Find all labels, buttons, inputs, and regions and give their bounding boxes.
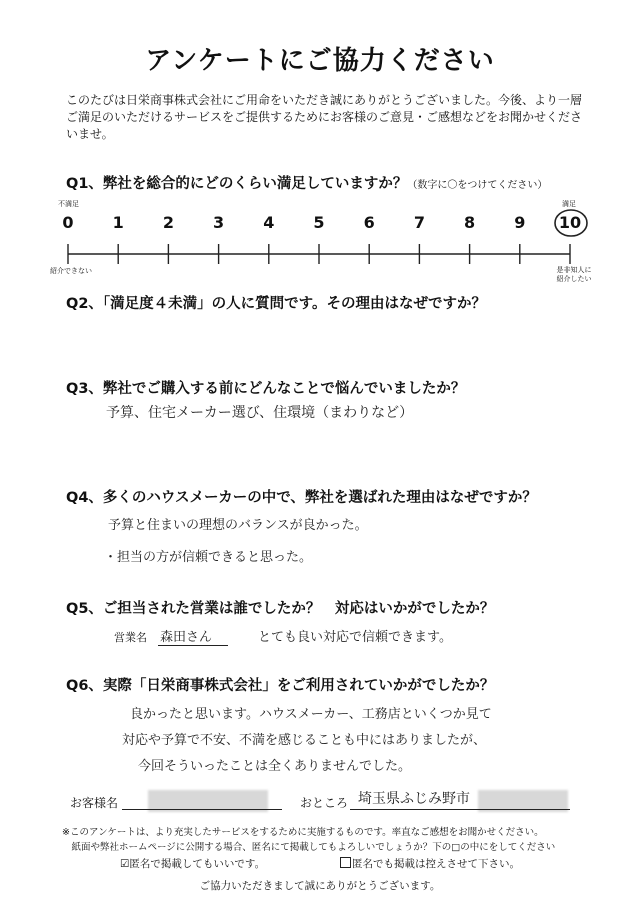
q6-question: Q6、実際「日栄商事株式会社」をご利用されていかがでしたか？ [66,678,495,694]
customer-address-handwritten: 埼玉県ふじみ野市 [358,791,470,807]
q1-label: Q1、弊社を総合的にどのくらい満足していますか？ [66,176,408,192]
q5-answer: とても良い対応で信頼できます。 [258,630,452,645]
survey-title: アンケートにご協力ください [145,46,495,76]
q6-answer-line-1: 良かったと思います。ハウスメーカー、工務店といくつか見て [130,707,492,722]
option-no-publish-checkbox[interactable] [340,857,351,868]
q2-question: Q2、「満足度４未満」の人に質問です。その理由はなぜですか？ [66,296,487,312]
q3-answer: 予算、住宅メーカー選び、住環境（まわりなど） [106,405,414,421]
q6-answer-line-2: 対応や予算で不安、不満を感じることも中にはありましたが、 [122,733,487,748]
option-anonymous-checkbox[interactable]: ☑ [120,858,130,870]
footer-note-1: ※このアンケートは、より充実したサービスをするために実施するものです。率直なご感想をお聞かせください。 [62,827,544,838]
scale-number-2[interactable]: 2 [162,213,174,232]
scale-selection-circle [555,210,587,236]
thanks-text: ご協力いただきまして誠にありがとうございます。 [199,880,441,892]
scale-number-8[interactable]: 8 [464,213,476,232]
sales-rep-underline [158,645,228,646]
satisfaction-scale [40,206,600,276]
scale-left-top-label: 不満足 [58,200,79,208]
scale-number-6[interactable]: 6 [363,213,375,232]
customer-name-underline [122,809,282,810]
customer-address-label: おところ [300,796,349,810]
scale-left-bottom-label: 紹介できない [50,267,92,275]
scale-number-0[interactable]: 0 [62,213,74,232]
q4-answer-line-2: ・担当の方が信頼できると思った。 [104,550,313,565]
q6-answer-line-3: 今回そういったことは全くありませんでした。 [138,759,412,774]
scale-right-top-label: 満足 [562,200,576,208]
scale-number-9[interactable]: 9 [514,213,526,232]
q3-question: Q3、弊社でご購入する前にどんなことで悩んでいましたか？ [66,381,466,397]
scale-number-1[interactable]: 1 [112,213,124,232]
sales-rep-name: 森田さん [160,630,213,645]
intro-text: このたびは日栄商事株式会社にご用命をいただき誠にありがとうございました。今後、より一層ご満足のいただけるサービスをご提供するためにお客様のご意見・ご感想などをお聞かせくださいませ。 [66,93,583,141]
q4-answer-line-1: 予算と住まいの理想のバランスが良かった。 [108,518,368,533]
q5-question: Q5、ご担当された営業は誰でしたか？ 対応はいかがでしたか？ [66,601,495,617]
customer-name-label: お客様名 [70,796,119,810]
scale-number-3[interactable]: 3 [213,213,225,232]
scale-right-bottom-label: 是非知人に紹介したい [556,266,592,283]
scale-number-4[interactable]: 4 [263,213,275,232]
q1-question [66,172,547,193]
scale-number-10[interactable]: 10 [558,213,582,232]
option-no-publish [340,856,520,871]
option-anonymous [120,856,265,871]
footer-note-2: 紙面や弊社ホームページに公開する場合、匿名にて掲載してもよろしいでしょうか？下の□の中にをしてください [62,842,556,853]
option-no-publish-label: 匿名でも掲載は控えさせて下さい。 [352,858,520,870]
scale-number-7[interactable]: 7 [413,213,425,232]
scale-number-5[interactable]: 5 [313,213,325,232]
q4-question: Q4、多くのハウスメーカーの中で、弊社を選ばれた理由はなぜですか？ [66,490,537,506]
q1-note: （数字に〇をつけてください） [407,180,548,191]
sales-rep-label: 営業名 [114,631,147,644]
option-anonymous-label: 匿名で掲載してもいいです。 [129,858,266,870]
customer-address-underline [350,809,570,810]
